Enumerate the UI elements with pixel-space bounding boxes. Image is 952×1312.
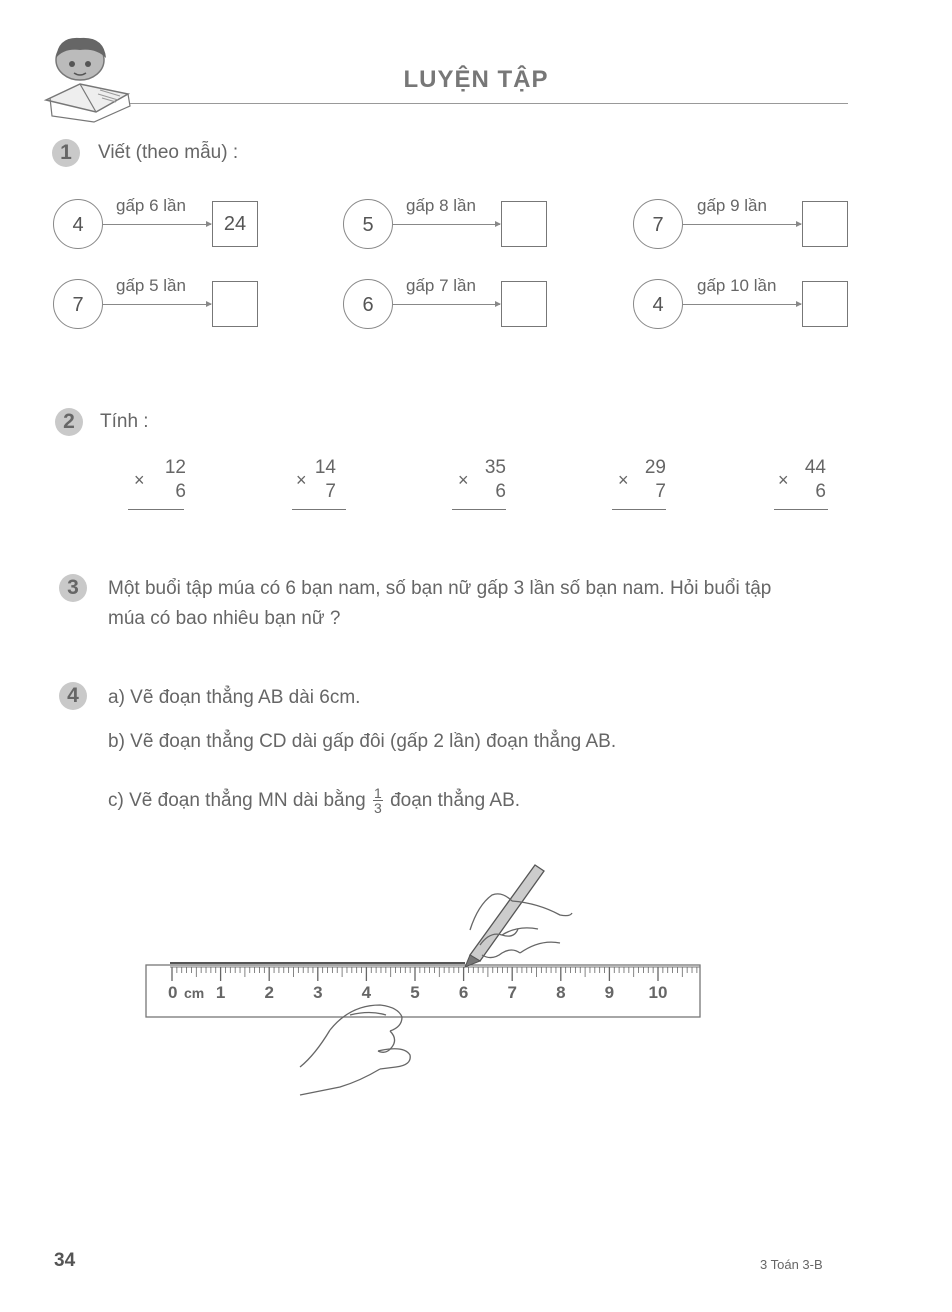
left-hand-icon [300,1005,410,1095]
part-c-text-after: đoạn thẳng AB. [390,790,521,811]
multiplier: 6 [815,481,826,502]
multiplication-problem [128,456,198,510]
arrow [393,304,500,305]
ruler-label: 7 [507,983,517,1002]
arrow [393,224,500,225]
exercise-4-part-a: a) Vẽ đoạn thẳng AB dài 6cm. [108,687,361,708]
multiplicand: 12 [164,457,186,478]
answer-box[interactable] [212,281,258,327]
multiplicand: 44 [804,457,826,478]
operation-label: gấp 8 lần [406,196,476,215]
ruler-label: 10 [648,983,668,1002]
multiplication-problem [612,456,682,510]
result-line [612,509,666,510]
start-number-circle: 5 [343,199,393,249]
start-number-circle: 7 [633,199,683,249]
part-c-text-before: c) Vẽ đoạn thẳng MN dài bằng [108,790,366,811]
fraction-one-third [373,786,383,815]
multiplicand: 29 [644,457,666,478]
arrow [103,304,211,305]
operation-label: gấp 10 lần [697,276,777,295]
exercise-4-badge: 4 [59,682,87,710]
multiply-sign: × [618,470,629,490]
page-number: 34 [54,1250,76,1271]
ruler-label: 4 [361,983,372,1002]
ruler-label: 3 [313,983,323,1002]
exercise-1-prompt: Viết (theo mẫu) : [98,142,239,163]
start-number-circle: 4 [633,279,683,329]
multiply-sign: × [134,470,145,490]
page-title: LUYỆN TẬP [403,66,549,93]
start-number-circle: 4 [53,199,103,249]
answer-box[interactable]: 24 [212,201,258,247]
operation-label: gấp 9 lần [697,196,767,215]
exercise-3-text-line-2: múa có bao nhiêu bạn nữ ? [108,608,341,629]
start-number-circle: 6 [343,279,393,329]
start-number-circle: 7 [53,279,103,329]
result-line [292,509,346,510]
arrow [683,304,801,305]
fraction-denominator: 3 [374,800,382,817]
exercise-2-badge: 2 [55,408,83,436]
book-code: 3 Toán 3-B [760,1257,823,1272]
multiplication-problem [772,456,842,510]
ruler-label: 1 [215,983,226,1002]
result-line [452,509,506,510]
exercise-1-badge: 1 [52,139,80,167]
ruler-label: 9 [604,983,615,1002]
multiplicand: 35 [484,457,506,478]
multiply-sign: × [778,470,789,490]
multiplier: 7 [325,481,336,502]
exercise-4-part-b: b) Vẽ đoạn thẳng CD dài gấp đôi (gấp 2 lần) đoạn thẳng AB. [108,731,617,752]
exercise-4-part-c [108,786,520,816]
multiplier: 7 [655,481,666,502]
multiply-sign: × [458,470,469,490]
answer-box[interactable] [501,201,547,247]
ruler [146,965,700,1017]
result-line [128,509,184,510]
exercise-3-text-line-1: Một buổi tập múa có 6 bạn nam, số bạn nữ gấp 3 lần số bạn nam. Hỏi buổi tập [108,578,772,599]
answer-box[interactable] [802,281,848,327]
multiplicand: 14 [314,457,336,478]
exercise-2-prompt: Tính : [100,411,149,432]
exercise-3-badge: 3 [59,574,87,602]
arrow [103,224,211,225]
title-underline [130,103,848,104]
ruler-illustration [140,855,710,1105]
multiplier: 6 [495,481,506,502]
ruler-unit: cm [184,985,205,1001]
ruler-label: 5 [410,983,420,1002]
operation-label: gấp 5 lần [116,276,186,295]
answer-box[interactable] [501,281,547,327]
answer-box[interactable] [802,201,848,247]
fraction-numerator: 1 [374,785,382,802]
arrow [683,224,801,225]
multiplication-problem [290,456,360,510]
multiplier: 6 [175,481,186,502]
ruler-label: 0 [168,983,178,1002]
multiplication-problem [452,456,522,510]
operation-label: gấp 7 lần [406,276,476,295]
ruler-label: 6 [458,983,469,1002]
result-line [774,509,828,510]
ruler-label: 8 [556,983,566,1002]
operation-label: gấp 6 lần [116,196,186,215]
multiply-sign: × [296,470,307,490]
ruler-label: 2 [264,983,274,1002]
